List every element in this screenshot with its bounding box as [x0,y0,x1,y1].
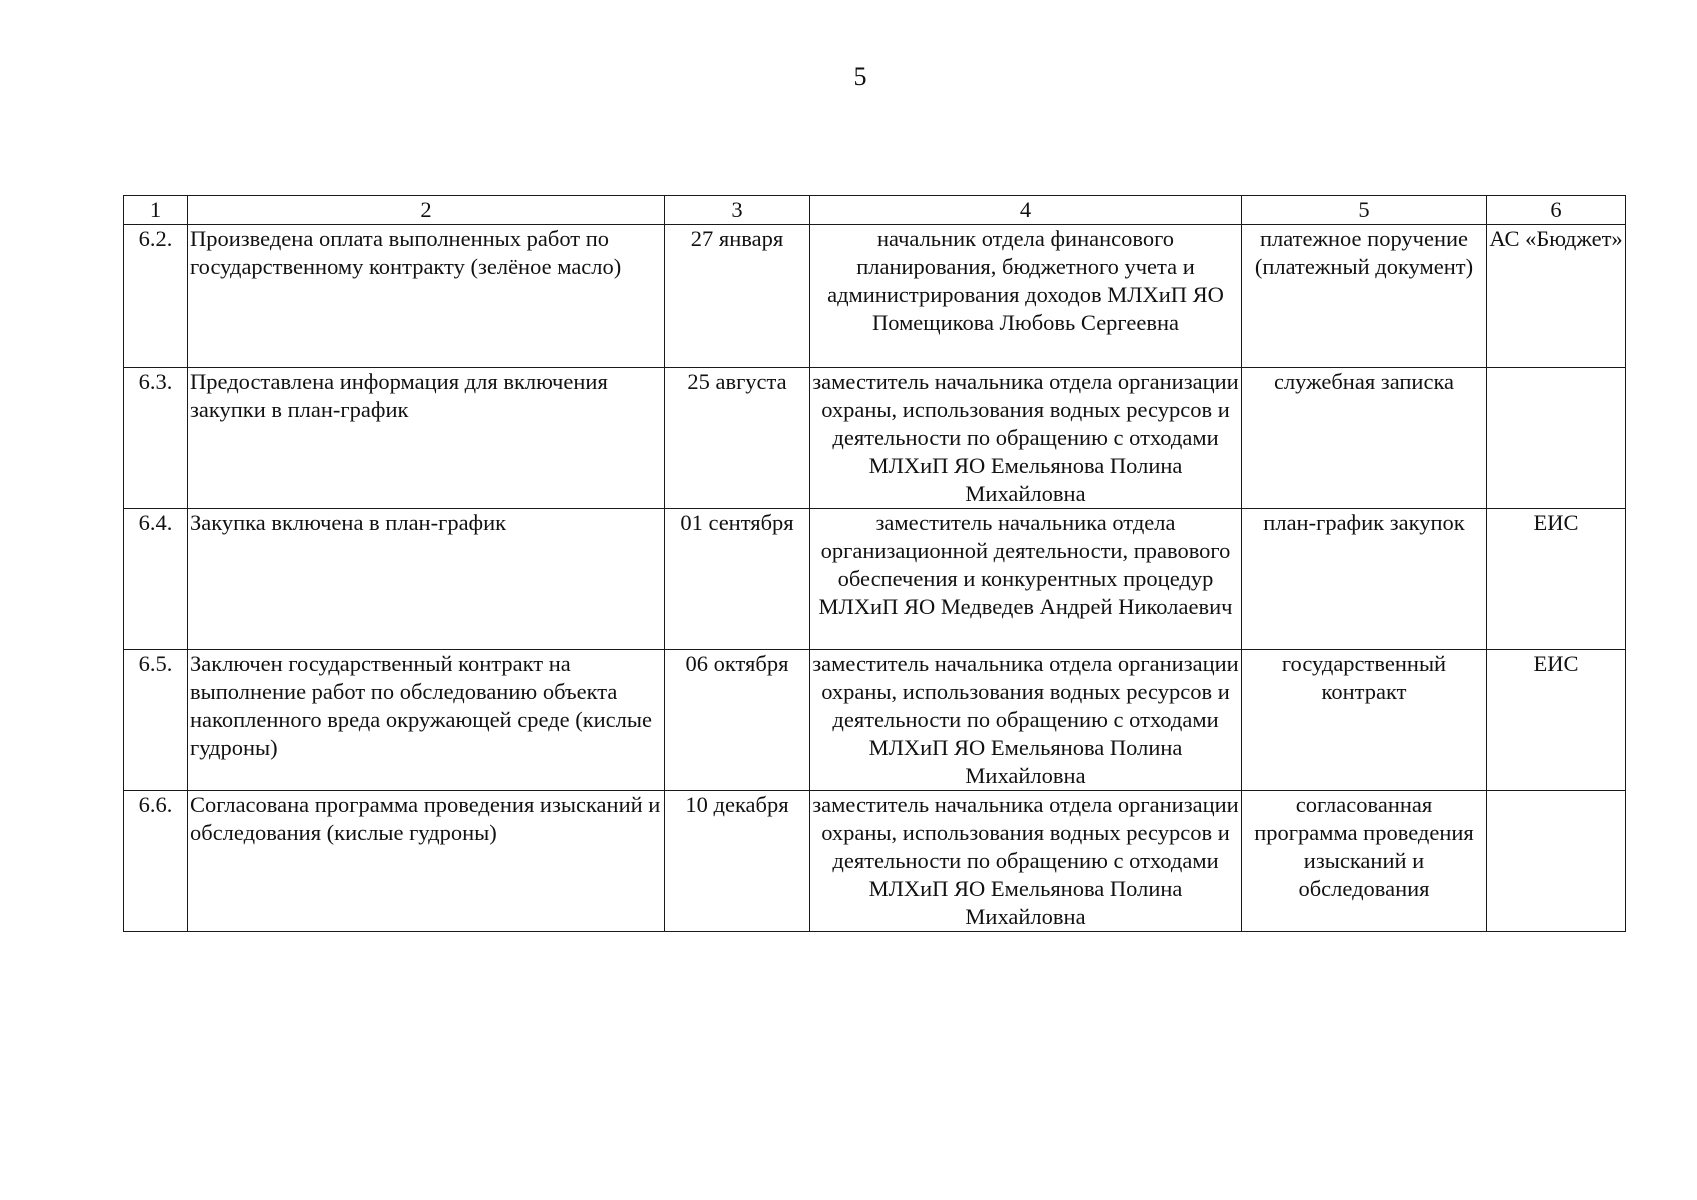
item-responsible: начальник отдела финансового планирования, бюджетного учета и администрирования доходов МЛХиП ЯО Помещикова Любовь Сергеевна [810,225,1242,368]
item-number: 6.3. [124,368,188,509]
table-row [124,650,1626,791]
item-responsible: заместитель начальника отдела организации охраны, использования водных ресурсов и деятельности по обращению с отходами МЛХиП ЯО Емельянова Полина Михайловна [810,650,1242,791]
item-deadline: 06 октября [665,650,810,791]
item-deadline: 27 января [665,225,810,368]
item-responsible: заместитель начальника отдела организации охраны, использования водных ресурсов и деятельности по обращению с отходами МЛХиП ЯО Емельянова Полина Михайловна [810,791,1242,932]
item-description: Согласована программа проведения изысканий и обследования (кислые гудроны) [188,791,665,932]
item-system [1487,368,1626,509]
item-system: ЕИС [1487,509,1626,650]
item-description: Произведена оплата выполненных работ по государственному контракту (зелёное масло) [188,225,665,368]
table-row [124,791,1626,932]
item-deadline: 01 сентября [665,509,810,650]
item-deadline: 25 августа [665,368,810,509]
item-document: служебная записка [1242,368,1487,509]
column-header-3: 3 [665,196,810,225]
item-responsible: заместитель начальника отдела организации охраны, использования водных ресурсов и деятельности по обращению с отходами МЛХиП ЯО Емельянова Полина Михайловна [810,368,1242,509]
page-number: 5 [853,62,867,91]
item-responsible: заместитель начальника отдела организационной деятельности, правового обеспечения и конкурентных процедур МЛХиП ЯО Медведев Андрей Николаевич [810,509,1242,650]
item-deadline: 10 декабря [665,791,810,932]
item-number: 6.5. [124,650,188,791]
column-header-5: 5 [1242,196,1487,225]
item-number: 6.6. [124,791,188,932]
item-document: план-график закупок [1242,509,1487,650]
item-system: ЕИС [1487,650,1626,791]
item-number: 6.4. [124,509,188,650]
table-row [124,225,1626,368]
item-number: 6.2. [124,225,188,368]
column-header-6: 6 [1487,196,1626,225]
item-description: Заключен государственный контракт на выполнение работ по обследованию объекта накопленного вреда окружающей среде (кислые гудроны) [188,650,665,791]
item-document: платежное поручение (платежный документ) [1242,225,1487,368]
item-description: Предоставлена информация для включения закупки в план-график [188,368,665,509]
item-system: АС «Бюджет» [1487,225,1626,368]
column-header-4: 4 [810,196,1242,225]
table-row [124,368,1626,509]
column-header-2: 2 [188,196,665,225]
table-row [124,509,1626,650]
column-header-1: 1 [124,196,188,225]
item-system [1487,791,1626,932]
plan-table [123,195,1626,932]
header-row [124,196,1626,225]
item-document: государственный контракт [1242,650,1487,791]
item-description: Закупка включена в план-график [188,509,665,650]
item-document: согласованная программа проведения изысканий и обследования [1242,791,1487,932]
